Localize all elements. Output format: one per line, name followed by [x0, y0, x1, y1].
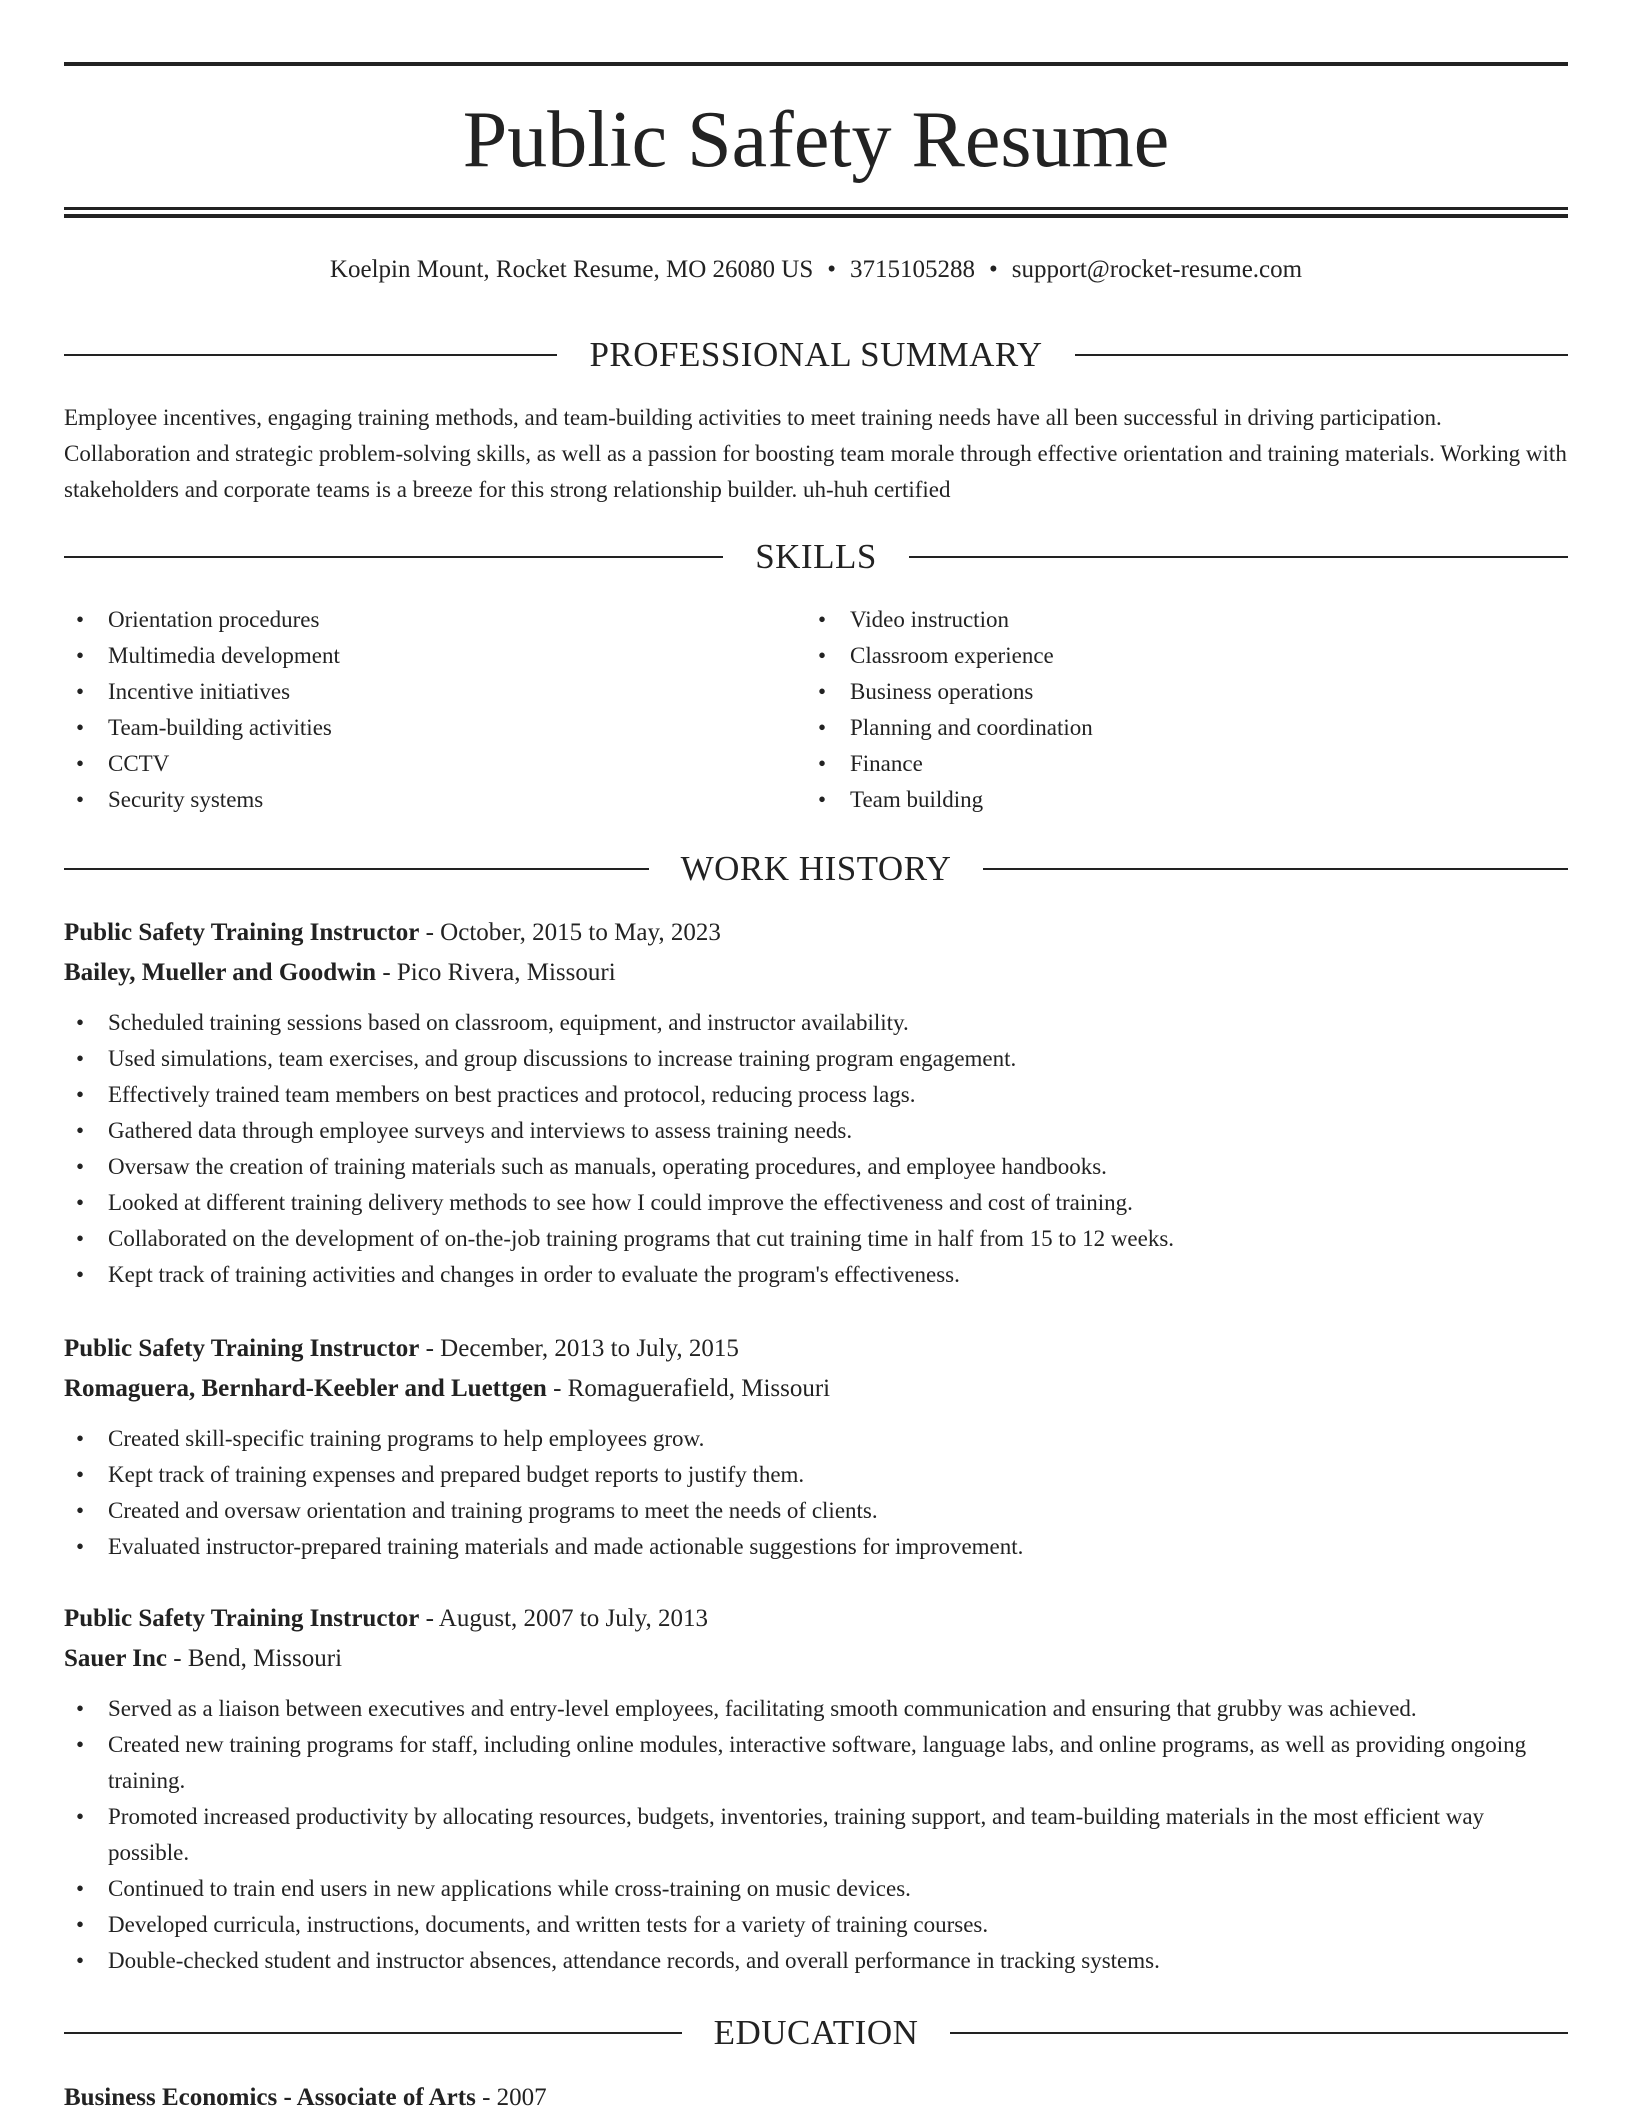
job-bullets	[64, 1691, 1568, 1979]
job-bullet: • Kept track of training activities and changes in order to evaluate the program's effectiveness.	[64, 1257, 1568, 1293]
skill-item: • Video instruction	[806, 602, 1548, 638]
job-bullet: • Used simulations, team exercises, and group discussions to increase training program engagement.	[64, 1041, 1568, 1077]
job-bullet: • Evaluated instructor-prepared training materials and made actionable suggestions for improvement.	[64, 1529, 1568, 1565]
skills-column-left	[64, 602, 806, 818]
job-bullet: • Gathered data through employee surveys and interviews to assess training needs.	[64, 1113, 1568, 1149]
skills-heading-label: SKILLS	[755, 537, 877, 576]
education-degree: Business Economics - Associate of Arts	[64, 2084, 476, 2111]
top-rule	[64, 62, 1568, 66]
heading-rule	[983, 868, 1568, 870]
skill-item: • Finance	[806, 746, 1548, 782]
job-entry	[64, 1599, 1568, 1979]
title-double-rule	[64, 207, 1568, 218]
job-entry	[64, 913, 1568, 1293]
heading-rule	[64, 868, 649, 870]
education-entry	[64, 2078, 1568, 2118]
contact-separator: •	[989, 256, 998, 283]
skill-item: • Team building	[806, 782, 1548, 818]
job-bullet: • Developed curricula, instructions, documents, and written tests for a variety of training courses.	[64, 1907, 1568, 1943]
skill-item: • Planning and coordination	[806, 710, 1548, 746]
job-bullet: • Collaborated on the development of on-the-job training programs that cut training time in half from 15 to 12 weeks.	[64, 1221, 1568, 1257]
work-heading-label: WORK HISTORY	[680, 849, 952, 888]
contact-address: Koelpin Mount, Rocket Resume, MO 26080 US	[329, 256, 814, 283]
contact-email: support@rocket-resume.com	[1011, 256, 1303, 283]
job-company: Romaguera, Bernhard-Keebler and Luettgen	[64, 1375, 547, 1402]
job-bullet: • Double-checked student and instructor absences, attendance records, and overall performance in tracking systems.	[64, 1943, 1568, 1979]
job-title: Public Safety Training Instructor	[64, 1335, 420, 1362]
job-bullets	[64, 1005, 1568, 1293]
job-bullet: • Served as a liaison between executives and entry-level employees, facilitating smooth communication and ensuring that grubby was achieved.	[64, 1691, 1568, 1727]
education-heading-label: EDUCATION	[713, 2013, 919, 2052]
summary-heading	[64, 333, 1568, 377]
heading-rule	[64, 354, 557, 356]
contact-line	[64, 254, 1568, 286]
job-company-line	[64, 953, 1568, 993]
job-bullet: • Created skill-specific training programs to help employees grow.	[64, 1421, 1568, 1457]
job-bullet: • Scheduled training sessions based on classroom, equipment, and instructor availability.	[64, 1005, 1568, 1041]
job-dates: - August, 2007 to July, 2013	[425, 1605, 709, 1632]
skills-list	[64, 602, 1568, 818]
job-company: Sauer Inc	[64, 1645, 168, 1672]
skills-heading	[64, 535, 1568, 579]
job-location: - Bend, Missouri	[173, 1645, 343, 1672]
job-location: - Pico Rivera, Missouri	[382, 959, 616, 986]
skill-item: • Business operations	[806, 674, 1548, 710]
skill-item: • Orientation procedures	[64, 602, 806, 638]
job-title-line	[64, 1599, 1568, 1639]
job-title-line	[64, 1329, 1568, 1369]
job-bullet: • Oversaw the creation of training materials such as manuals, operating procedures, and employee handbooks.	[64, 1149, 1568, 1185]
skills-column-right	[806, 602, 1548, 818]
job-entry	[64, 1329, 1568, 1565]
job-title-line	[64, 913, 1568, 953]
heading-rule	[1075, 354, 1568, 356]
job-bullet: • Created new training programs for staff, including online modules, interactive software, language labs, and online programs, as well as providing ongoing training.	[64, 1727, 1568, 1799]
job-dates: - December, 2013 to July, 2015	[425, 1335, 739, 1362]
job-dates: - October, 2015 to May, 2023	[425, 919, 721, 946]
resume-title: Public Safety Resume	[462, 96, 1170, 184]
skill-item: • Team-building activities	[64, 710, 806, 746]
job-company: Bailey, Mueller and Goodwin	[64, 959, 377, 986]
skill-item: • Multimedia development	[64, 638, 806, 674]
heading-rule	[64, 2032, 682, 2034]
education-heading	[64, 2011, 1568, 2055]
contact-phone: 3715105288	[850, 256, 976, 283]
job-bullet: • Created and oversaw orientation and training programs to meet the needs of clients.	[64, 1493, 1568, 1529]
job-location: - Romaguerafield, Missouri	[553, 1375, 831, 1402]
work-heading	[64, 847, 1568, 891]
heading-rule	[64, 556, 723, 558]
job-company-line	[64, 1369, 1568, 1409]
skill-item: • Incentive initiatives	[64, 674, 806, 710]
skill-item: • Security systems	[64, 782, 806, 818]
job-title: Public Safety Training Instructor	[64, 919, 420, 946]
contact-separator: •	[827, 256, 837, 283]
job-bullet: • Kept track of training expenses and prepared budget reports to justify them.	[64, 1457, 1568, 1493]
summary-heading-label: PROFESSIONAL SUMMARY	[589, 335, 1043, 374]
job-company-line	[64, 1639, 1568, 1679]
job-bullet: • Promoted increased productivity by allocating resources, budgets, inventories, training support, and team-building materials in the most efficient way possible.	[64, 1799, 1568, 1871]
job-bullets	[64, 1421, 1568, 1565]
heading-rule	[950, 2032, 1568, 2034]
summary-text: Employee incentives, engaging training methods, and team-building activities to meet training needs have all been successful in driving participation. Collaboration and strategic problem-solving skills, as well as a passion for boosting team morale through effective orientation and training materials. Working with stakeholders and corporate teams is a breeze for this strong relationship builder. uh-huh certified	[64, 405, 1567, 502]
skill-item: • Classroom experience	[806, 638, 1548, 674]
skill-item: • CCTV	[64, 746, 806, 782]
job-title: Public Safety Training Instructor	[64, 1605, 420, 1632]
job-bullet: • Effectively trained team members on best practices and protocol, reducing process lags.	[64, 1077, 1568, 1113]
education-year: - 2007	[482, 2084, 547, 2111]
job-bullet: • Looked at different training delivery methods to see how I could improve the effectiveness and cost of training.	[64, 1185, 1568, 1221]
job-bullet: • Continued to train end users in new applications while cross-training on music devices.	[64, 1871, 1568, 1907]
heading-rule	[909, 556, 1568, 558]
